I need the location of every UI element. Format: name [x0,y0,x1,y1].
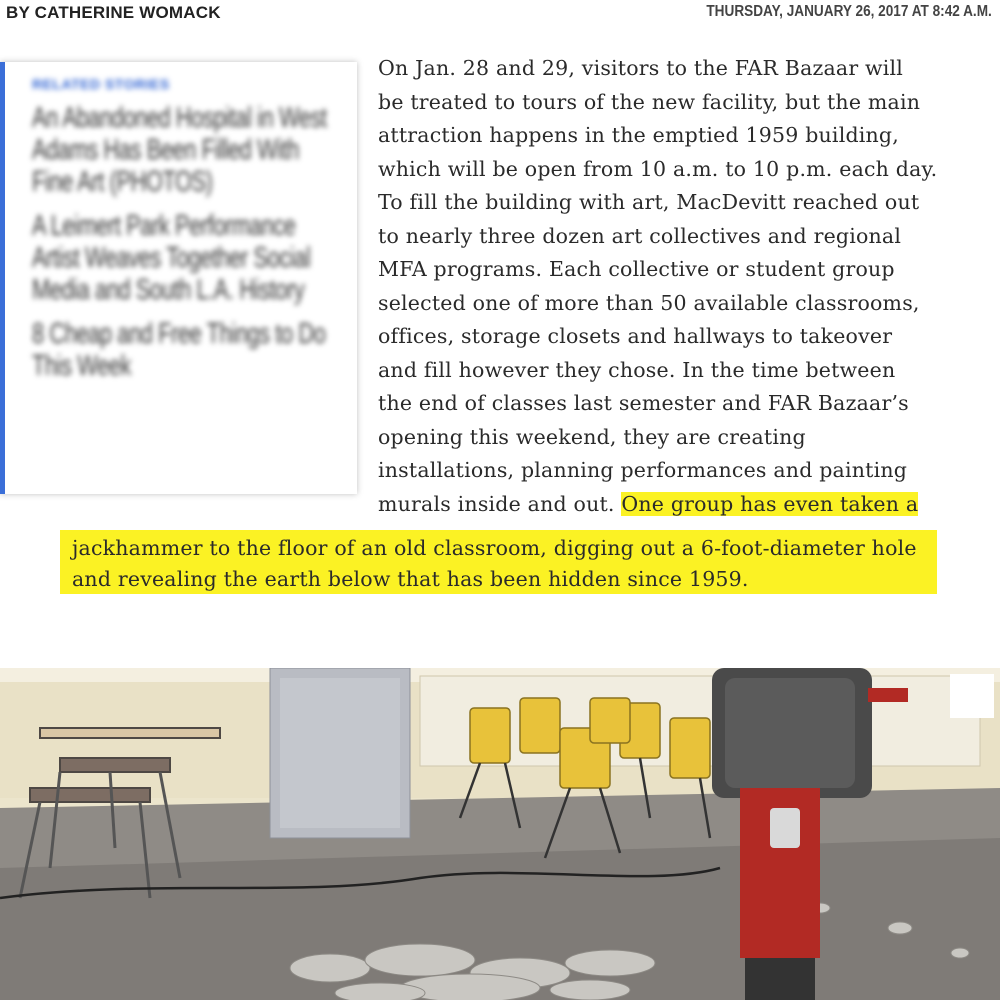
article-line: attraction happens in the emptied 1959 building, [378,123,899,147]
article-line: installations, planning performances and painting [378,458,908,482]
article-line: which will be open from 10 a.m. to 10 p.m. each day. [378,156,938,181]
article-line-last [378,488,958,522]
article-line: and fill however they chose. In the time between [378,357,896,382]
article-line: On Jan. 28 and 29, visitors to the FAR Bazaar will [378,56,904,80]
article-line: the end of classes last semester and FAR Bazaar’s [378,391,909,415]
dateline: THURSDAY, JANUARY 26, 2017 AT 8:42 A.M. [706,3,992,20]
highlighted-text: and revealing the earth below that has been hidden since 1959. [72,567,749,591]
related-stories-box [0,62,357,494]
article-line: MFA programs. Each collective or student group [378,257,895,281]
byline[interactable]: BY CATHERINE WOMACK [6,3,221,22]
article-line: to nearly three dozen art collectives and regional [378,223,902,248]
classroom-jackhammer-photo [0,668,1000,1000]
article-plain-text: murals inside and out. [378,491,615,516]
highlighted-text: One group has even taken a [621,491,919,516]
photo-overlay-box [950,674,994,718]
article-line: selected one of more than 50 available classrooms, [378,290,920,315]
related-story-link-1[interactable]: An Abandoned Hospital in West Adams Has Been Filled With Fine Art (PHOTOS) [32,102,327,198]
related-story-link-3[interactable]: 8 Cheap and Free Things to Do This Week [32,318,326,382]
related-story-link-2[interactable]: A Leimert Park Performance Artist Weaves Together Social Media and South L.A. History [32,210,311,306]
article-line: offices, storage closets and hallways to takeover [378,324,893,348]
article-line: To fill the building with art, MacDevitt reached out [378,190,920,214]
article-photo [0,668,1000,1000]
related-stories-title: RELATED STORIES [32,76,170,92]
article-line: be treated to tours of the new facility, but the main [378,89,921,114]
article-body [378,52,958,521]
highlighted-text: jackhammer to the floor of an old classroom, digging out a 6-foot-diameter hole [72,536,917,560]
article-line: opening this weekend, they are creating [378,424,806,449]
